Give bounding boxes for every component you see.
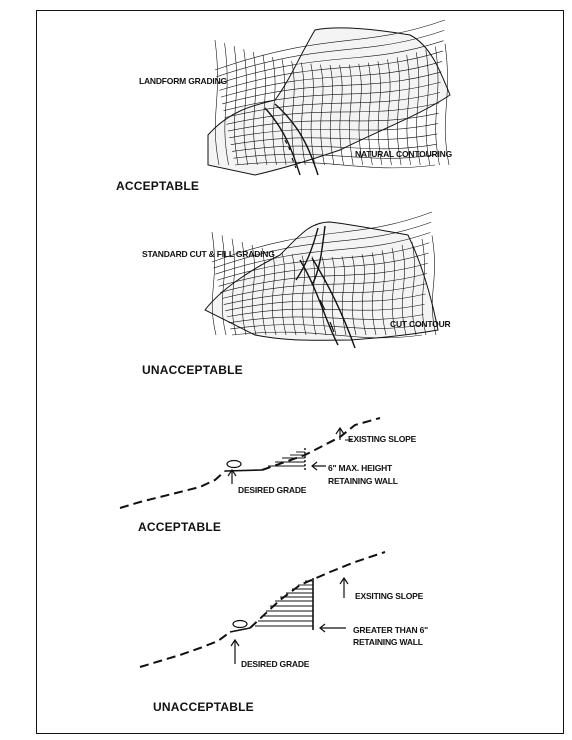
unacceptable-verdict-1: UNACCEPTABLE [142, 363, 243, 377]
wall-height-label: 6" MAX. HEIGHT [328, 463, 393, 473]
fill-wedge [268, 452, 305, 466]
cut-fill-grading-label: STANDARD CUT & FILL GRADING [142, 249, 275, 259]
cut-contour-label: CUT CONTOUR [390, 319, 451, 329]
greater-than-label: GREATER THAN 6" [353, 625, 429, 635]
natural-contouring-label: NATURAL CONTOURING [355, 149, 452, 159]
exsiting-slope-label: EXSITING SLOPE [355, 591, 424, 601]
unacceptable-verdict-2: UNACCEPTABLE [153, 700, 254, 714]
desired-grade-label-2: DESIRED GRADE [241, 659, 310, 669]
car-icon-2 [233, 621, 247, 628]
acceptable-verdict-1: ACCEPTABLE [116, 179, 200, 193]
landform-grading-label: LANDFORM GRADING [139, 76, 227, 86]
car-icon [227, 461, 241, 468]
retaining-wall-label-2: RETAINING WALL [353, 637, 423, 647]
existing-slope-label: EXISTING SLOPE [348, 434, 417, 444]
desired-grade-label-1: DESIRED GRADE [238, 485, 307, 495]
tall-fill-wedge [255, 581, 313, 626]
retaining-wall-label-1: RETAINING WALL [328, 476, 398, 486]
acceptable-verdict-2: ACCEPTABLE [138, 520, 222, 534]
tall-wall-section [140, 552, 385, 667]
